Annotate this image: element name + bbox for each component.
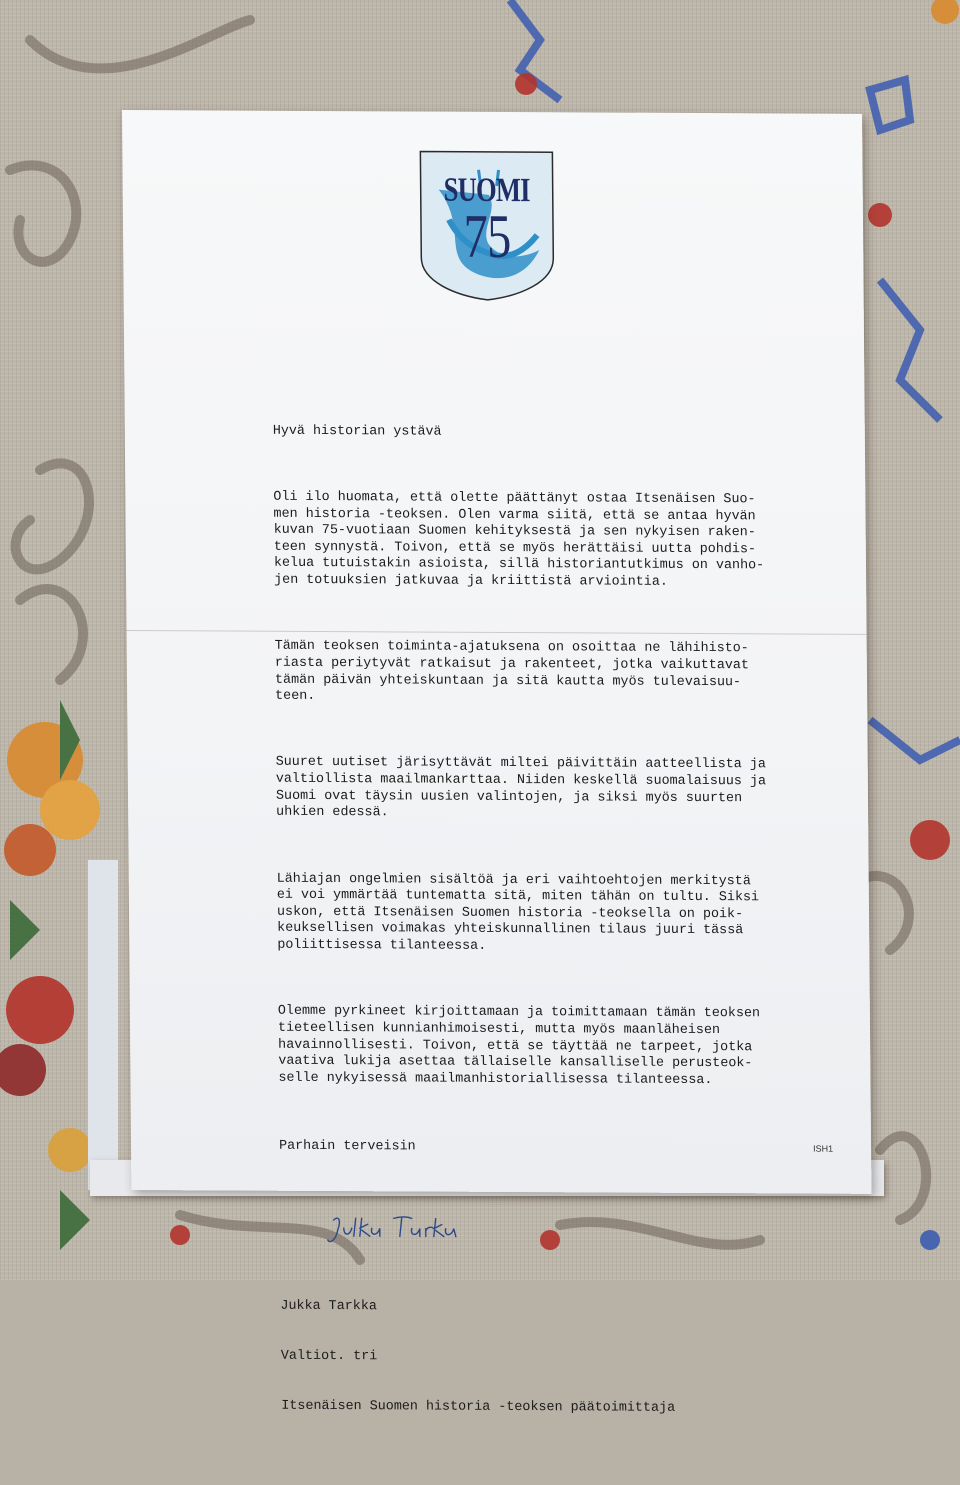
- letter-body: [272, 391, 802, 1485]
- signer-name: Jukka Tarkka: [280, 1299, 377, 1315]
- letter-sheet: [122, 110, 871, 1416]
- signer-role: Itsenäisen Suomen historia -teoksen päätoimittaja: [281, 1398, 676, 1416]
- letter-paragraph: Oli ilo huomata, että olette päättänyt ostaa Itsenäisen Suo- men historia -teoksen. Olen varma siitä, että se antaa hyvän kuvan 75-vuotiaan Suomen kehityksestä ja sen nykyisen raken- teen synnystä. Toivon, että se myös herättäisi uutta pohdis- kelua tutuistakin asioista, sillä historiantutkimus on vanho- jen totuuksien jatkuvaa ja kriittistä arviointia.: [273, 489, 765, 590]
- letter-closing: Parhain terveisin: [278, 1138, 416, 1155]
- document-code: ISH1: [813, 1143, 834, 1154]
- signer-title: Valtiot. tri: [280, 1348, 378, 1365]
- letter-paragraph: Suuret uutiset järisyttävät miltei päivittäin aatteellista ja valtiollista maailmankarttaa. Niiden keskellä suomalaisuus ja Suomi ovat täysin uusien valintojen, ja siksi myös suurten uhkien edessä.: [275, 755, 767, 821]
- underlying-brochure-edge: [88, 860, 118, 1190]
- letter-paragraph: Olemme pyrkineet kirjoittamaan ja toimittamaan tämän teoksen tieteellisen kunnianhimoisesti, mutta myös maanläheisen havainnollisesti. Toivon, että se täyttää ne tarpeet, jotka vaativa lukija asettaa tällaiselle kansalliselle perusteok- selle nykyisessä maailmanhistoriallisessa tilanteessa.: [277, 1004, 761, 1088]
- letter-greeting: Hyvä historian ystävä: [272, 423, 442, 440]
- signature-block: [280, 1266, 802, 1451]
- suomi-75-logo: [418, 150, 555, 303]
- logo-word: SUOMI: [443, 171, 530, 210]
- letter-paragraph: Tämän teoksen toiminta-ajatuksena on osoittaa ne lähihisto- riasta periytyvät ratkaisut ja rakenteet, jotka vaikuttavat tämän päivän yhteiskuntaan ja sitä kautta myös tulevaisuu- teen.: [274, 639, 750, 705]
- logo-number: 75: [463, 202, 511, 272]
- letter-paragraph: Lähiajan ongelmien sisältöä ja eri vaihtoehtojen merkitystä ei voi ymmärtää tuntematta sitä, miten tähän on tultu. Siksi uskon, että Itsenäisen Suomen historia -teoksella on poik- keuksellisen voimakas yhteiskunnallinen tilaus juuri tässä poliittisessa tilanteessa.: [276, 871, 760, 954]
- handwritten-signature: [279, 1193, 799, 1236]
- signature-drawing: [328, 1210, 468, 1251]
